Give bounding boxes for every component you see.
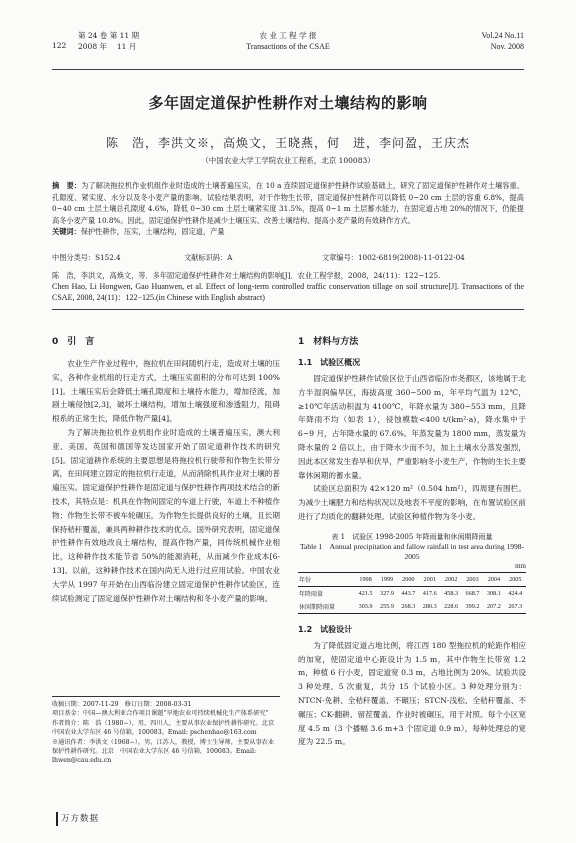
intro-paragraph-1: 农业生产作业过程中，拖拉机在田间随机行走，造成对土壤的压实，各种作业机组的行走方式，土壤压实面积的分布可达到 100%[1]。土壤压实后会降低土壤孔隙度和土壤持水能力，增加径流，加剧土壤侵蚀[2,3]，破坏土壤结构，增加土壤强度和渗透阻力，阻碍根系的正常生长，降低作物产量[4]。 (52, 359, 280, 424)
journal-name-en: Transactions of the CSAE (246, 42, 330, 51)
table-cell: 268.3 (401, 602, 416, 610)
table-cell: 228.6 (444, 602, 459, 610)
methods-paragraph-3: 为了降低固定道占地比例，将江西 180 型拖拉机的轮距作相应的加宽，使固定道中心距设计为 1.5 m，其中作物生长带宽 1.2 m，种植 6 行小麦，固定道宽 0.3 m，占地比例为 20%。试验共设 3 种处理、5 次重复，共分 15 个试验小区。3 种处理分别为：NTCN-免耕、全秸秆覆盖、不碾压；STCN-浅松、全秸秆覆盖、不碾压；CK-翻耕、留茬覆盖、作业时被碾压，用于对照。每个小区宽度 4.5 m（3 个播幅 3.6 m+3 个固定道 0.9 m），每种处理总的宽度为 22.5 m。 (298, 640, 526, 747)
citation-block (52, 270, 524, 310)
table-cell: 255.9 (379, 602, 394, 610)
journal-name-cn: 农 业 工 程 学 报 (259, 31, 317, 40)
table-header-cell: 2003 (466, 575, 479, 583)
table-cell: 668.7 (465, 589, 480, 597)
table-header-cell: 2005 (509, 575, 522, 583)
table-cell: 280.3 (422, 602, 437, 610)
table-cell: 417.6 (422, 589, 437, 597)
author-list: 陈 浩，李洪文※，高焕文，王晓燕，何 进，李问盈，王庆杰 (105, 136, 470, 150)
table-unit: mm (515, 561, 526, 570)
paper-title: 多年固定道保护性耕作对土壤结构的影响 (148, 94, 428, 112)
journal-header (52, 30, 524, 70)
left-column (52, 334, 280, 605)
footnote-received: 收稿日期：2007-11-29 修订日期：2008-03-31 (52, 701, 192, 708)
keywords-text: 保护性耕作，压实，土壤结构，固定道，产量 (80, 227, 225, 236)
right-column (298, 334, 526, 749)
table-header-cell: 2004 (487, 575, 501, 583)
page-number: 122 (52, 41, 67, 50)
table-header-cell: 2000 (402, 575, 415, 583)
footnote-author-1: 作者简介：陈 浩（1980−），男，四川人，主要从事农业保护性耕作研究。北京 中国农业大学东区 46 号信箱，100083。Email: pschenhao@163.com (52, 719, 281, 737)
footnote-author-2: ※通讯作者：李洪文（1968−），男，江苏人，教授，博士生导师，主要从事农业保护性耕作研究。北京 中国农业大学东区 46 号信箱，100083。Email: lhwen@cau.edu.cn (52, 738, 275, 765)
date-en: Nov. 2008 (490, 42, 524, 51)
abstract-text: 为了解决拖拉机作业机组作业时造成的土壤普遍压实，在 10 a 连续固定道保护性耕作试验基础上，研究了固定道保护性耕作对土壤容重、孔隙度、紧实度、水分以及冬小麦产量的影响。试验结果表明，对于作物生长带，固定道保护性耕作可以降低 0~20 cm 土层的容重 6.8%，提高 0~40 cm 土层土壤总孔隙度 4.6%，降低 0~30 cm 土层土壤紧实度 31.5%，提高 0~1 m 土层蓄水能力，在固定道占地 20%的情况下，仍能提高冬小麦产量 10.8%。因此，固定道保护性耕作是减少土壤压实、改善土壤结构、提高小麦产量的有效耕作方式。 (52, 181, 524, 225)
table-caption-cn: 表 1 试验区 1998-2005 年降雨量和休闲期降雨量 (331, 532, 493, 541)
methods-paragraph-1: 固定道保护性耕作试验区位于山西省临汾市尧都区，该地属于北方半湿润偏旱区，海拔高度 360~500 m，年平均气温为 12℃，≥10℃年活动积温为 4100℃，年降水量为 380~553 mm，且降年降雨不均（如表 1），侵蚀模数<400 t/(km²·a)，降水集中于 6~9 月，占年降水量的 67.6%。年蒸发量为 1800 mm，蒸发量为降水量的 2 倍以上，由于降水少而不匀，加上土壤水分蒸发强烈，因此本区常发生春旱和伏旱，严重影响冬小麦生产，作物的生长主要靠休闲期的蓄水量。 (298, 374, 526, 480)
table-header-cell: 2001 (423, 575, 436, 583)
wanfang-logo: 万方数据 (56, 812, 99, 826)
subsection-heading-site: 1.1 试验区概况 (298, 358, 361, 367)
article-number: 文章编号：1002-6819(2008)-11-0122-04 (322, 253, 465, 262)
table-cell: 399.2 (465, 602, 480, 610)
table-row-label: 休闲期降雨量 (299, 603, 336, 611)
footnote-block (52, 696, 280, 766)
clc-number: 中图分类号：S152.4 (52, 253, 121, 262)
table-header-cell: 年份 (299, 576, 312, 584)
table-cell: 421.5 (358, 589, 373, 597)
abstract (52, 180, 524, 238)
date-cn: 2008 年 11 月 (78, 42, 137, 51)
volume-en: Vol.24 No.11 (481, 31, 524, 40)
section-heading-methods: 1 材料与方法 (298, 337, 359, 347)
intro-paragraph-2: 为了解决拖拉机作业机组作业时造成的土壤普遍压实，澳大利亚、美国、英国和德国等发达国家开始了固定道耕作技术的研究[5]。固定道耕作系统的主要思想是将拖拉机行驶带和作物生长带分离，在田间建立固定的拖拉机行走道，从而消除机具作业对土壤的普遍压实。固定道保护性耕作是固定道与保护性耕作两项技术结合的新技术，其特点是：机具在作物间固定的车道上行驶，车道上不种植作物；作物生长带不被车轮碾压，为作物生长提供良好的土壤，且长期保持秸秆覆盖，兼具两种耕作技术的优点。国外研究表明，固定道保护性耕作有效地改良土壤结构，提高作物产量，同传统机械作业相比，这种耕作技术能节省 50%的能源消耗，从而减少作业成本[6-13]。以前，这种耕作技术在国内尚无人进行过应用试验。中国农业大学从 1997 年开始在山西临汾建立固定道保护性耕作试验区，连续试验测定了固定道保护性耕作对土壤结构和冬小麦产量的影响。 (52, 427, 280, 603)
table-header-cell: 1999 (380, 575, 394, 583)
methods-paragraph-2: 试验区总面积为 42×120 m²（0.504 hm²），四周建有围栏。为减少土壤肥力和结构状况以及地表不平度的影响，在布置试验区前进行了均质化的翻耕处理。试验区种植作物为冬小麦。 (298, 484, 526, 521)
table-cell: 327.9 (379, 589, 394, 597)
table-row (298, 586, 526, 600)
precipitation-table (298, 572, 526, 614)
table-cell: 267.3 (508, 602, 523, 610)
affiliation: （中国农业大学工学院农业工程系，北京 100083） (201, 156, 375, 165)
table-row (298, 600, 526, 614)
subsection-heading-design: 1.2 试验设计 (298, 624, 353, 634)
table-row-label: 年降雨量 (299, 590, 324, 598)
document-code: 文献标识码：A (184, 253, 233, 262)
table-header-cell: 2002 (444, 575, 458, 583)
table-cell: 207.2 (486, 602, 501, 610)
table-cell: 303.9 (358, 602, 373, 610)
table-cell: 308.1 (486, 589, 501, 597)
section-heading-intro: 0 引 言 (52, 337, 95, 347)
citation-cn: 陈 浩，李洪文，高焕文，等．多年固定道保护性耕作对土壤结构的影响[J]．农业工程学报，2008，24(11)：122−125. (52, 271, 441, 280)
citation-en: Chen Hao, Li Hongwen, Gao Huanwen, et al. Effect of long-term controlled traffic conservation tillage on soil structure[J]. Transactions of the CSAE, 2008, 24(11)：122−125.(in Chinese with English abstract) (52, 282, 524, 302)
table-cell: 424.4 (508, 589, 523, 597)
table-cell: 443.7 (401, 589, 416, 597)
table-header-row (298, 572, 526, 586)
footnote-funding: 项目基金：中国—澳大利亚合作项目课题“旱地农业可持续机械化生产体系研究” (52, 710, 269, 718)
abstract-label: 摘 要： (52, 181, 82, 190)
volume-cn: 第 24 卷 第 11 期 (78, 31, 140, 40)
table-caption-en: Table 1 Annual precipitation and fallow rainfall in test area during 1998-2005 (300, 541, 524, 561)
table-header-cell: 1998 (359, 575, 372, 583)
table-cell: 458.3 (444, 589, 459, 597)
keywords-label: 关键词： (52, 227, 81, 236)
